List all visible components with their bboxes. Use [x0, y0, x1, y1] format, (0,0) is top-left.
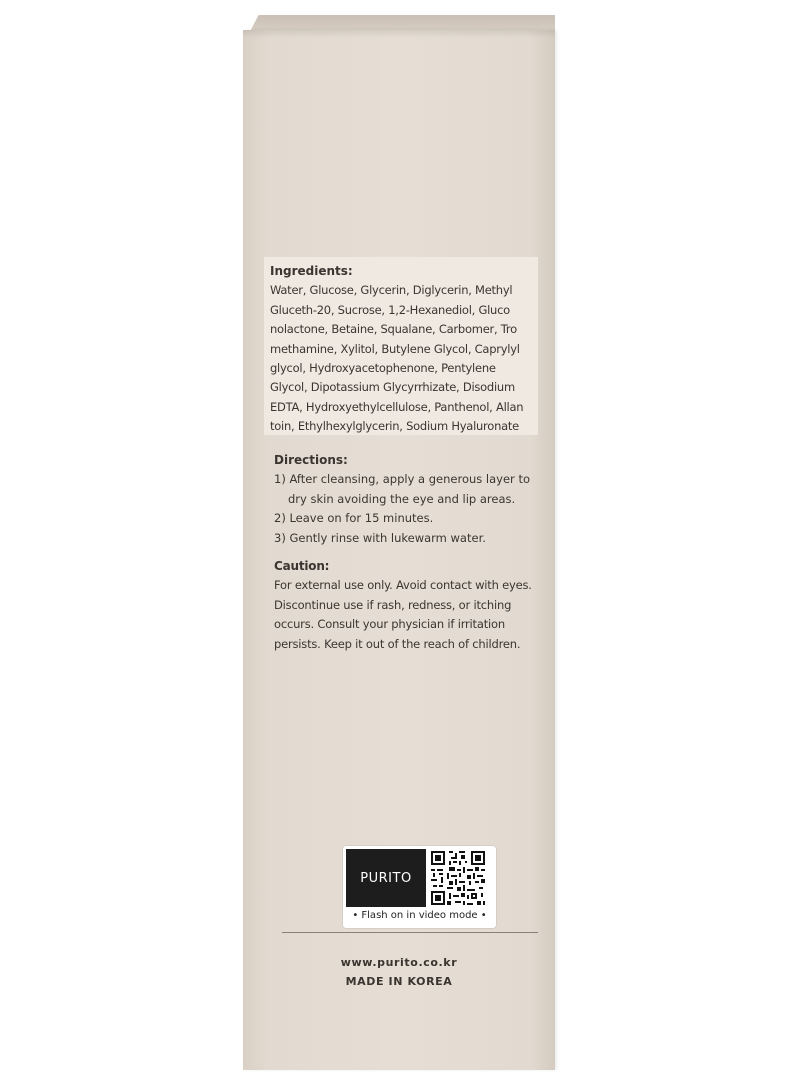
ingredients-heading: Ingredients: [270, 264, 353, 278]
brand-logo: PURITO [346, 849, 426, 907]
ingredients-line: EDTA, Hydroxyethylcellulose, Panthenol, Allan [270, 399, 524, 414]
ingredients-line: glycol, Hydroxyacetophenone, Pentylene [270, 361, 496, 376]
direction-step: 2) Leave on for 15 minutes. [274, 511, 434, 526]
website-url: www.purito.co.kr [340, 956, 458, 969]
caution-section [274, 557, 546, 654]
footer-divider [282, 932, 538, 933]
caution-line: For external use only. Avoid contact with eyes. [274, 578, 532, 593]
caution-heading: Caution: [274, 559, 330, 573]
direction-step: 3) Gently rinse with lukewarm water. [274, 530, 486, 545]
ingredients-list [270, 281, 540, 436]
ingredients-line: Gluceth-20, Sucrose, 1,2-Hexanediol, Gluco [270, 302, 510, 317]
qr-caption: • Flash on in video mode • [352, 910, 487, 921]
made-in-label: MADE IN KOREA [345, 975, 453, 988]
caution-line: Discontinue use if rash, redness, or itching [274, 597, 512, 612]
ingredients-line: toin, Ethylhexylglycerin, Sodium Hyaluronate [270, 419, 519, 434]
directions-heading: Directions: [274, 453, 348, 467]
qr-code-icon[interactable] [429, 849, 487, 907]
ingredients-line: Glycol, Dipotassium Glycyrrhizate, Disodium [270, 380, 515, 395]
ingredients-line: methamine, Xylitol, Butylene Glycol, Caprylyl [270, 341, 520, 356]
caution-line: occurs. Consult your physician if irritation [274, 617, 505, 632]
ingredients-line: nolactone, Betaine, Squalane, Carbomer, Tro [270, 322, 517, 337]
ingredients-line: Water, Glucose, Glycerin, Diglycerin, Methyl [270, 283, 513, 298]
ingredients-section [270, 262, 540, 437]
caution-line: persists. Keep it out of the reach of children. [274, 636, 521, 651]
directions-section [274, 451, 542, 548]
purito-qr-badge [343, 846, 496, 928]
direction-step: 1) After cleansing, apply a generous layer to dry skin avoiding the eye and lip areas. [274, 472, 530, 506]
